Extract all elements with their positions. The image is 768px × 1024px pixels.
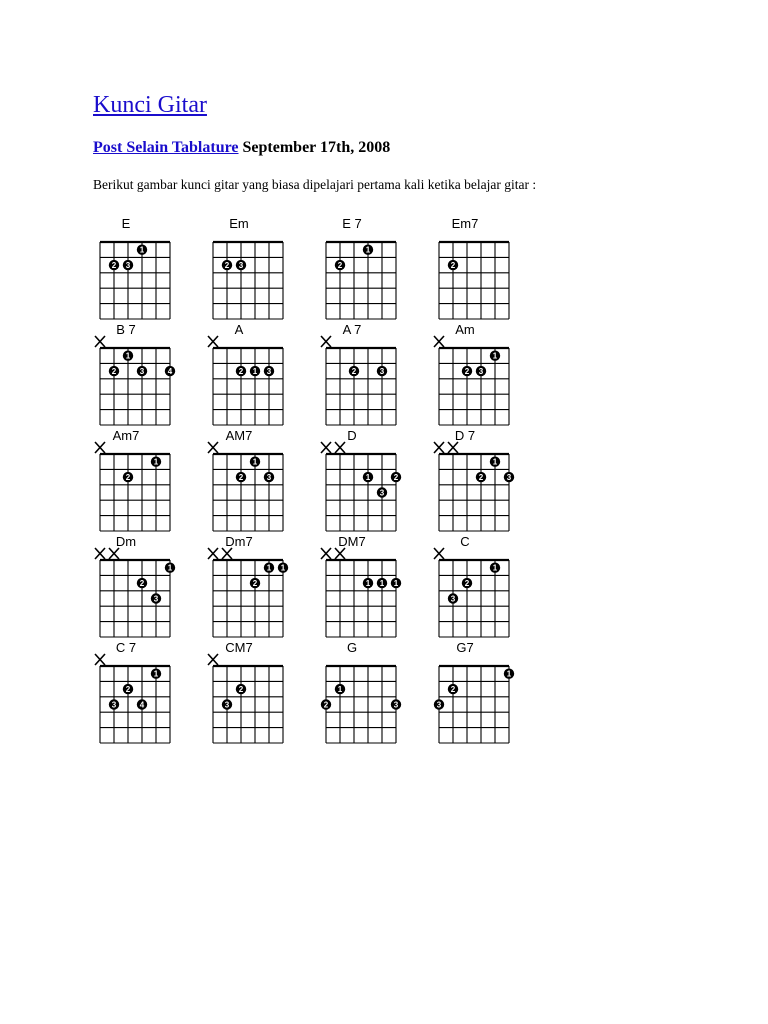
muted-string-x xyxy=(335,548,345,559)
finger-dot xyxy=(123,472,133,482)
finger-dot xyxy=(391,472,401,482)
finger-dot xyxy=(250,366,260,376)
finger-dot xyxy=(123,351,133,361)
finger-number: 3 xyxy=(436,700,442,710)
fretboard-grid xyxy=(213,348,283,425)
finger-dot xyxy=(137,699,147,709)
finger-number: 1 xyxy=(139,245,145,255)
finger-number: 1 xyxy=(153,457,159,467)
muted-string-x xyxy=(95,654,105,665)
post-intro: Berikut gambar kunci gitar yang biasa dipelajari pertama kali ketika belajar gitar : xyxy=(93,177,537,192)
muted-string-x xyxy=(95,336,105,347)
chord-name: C 7 xyxy=(115,640,137,655)
finger-number: 2 xyxy=(450,261,456,271)
finger-number: 1 xyxy=(492,563,498,573)
finger-number: 1 xyxy=(492,351,498,361)
chord-name: D 7 xyxy=(454,428,476,443)
chord-name: G7 xyxy=(456,640,474,655)
finger-dot xyxy=(363,472,373,482)
chord-name: Am xyxy=(455,322,475,337)
finger-number: 2 xyxy=(478,473,484,483)
finger-dot xyxy=(151,669,161,679)
chord-diagram xyxy=(434,534,509,637)
chord-name: Am7 xyxy=(112,428,140,443)
chord-name: E 7 xyxy=(342,216,362,231)
finger-number: 1 xyxy=(365,245,371,255)
fretboard-grid xyxy=(439,454,509,531)
finger-number: 1 xyxy=(337,685,343,695)
finger-dot xyxy=(335,260,345,270)
finger-number: 2 xyxy=(464,579,470,589)
chord-chart-image xyxy=(88,212,528,752)
finger-dot xyxy=(504,669,514,679)
finger-dot xyxy=(321,699,331,709)
muted-string-x xyxy=(434,336,444,347)
fretboard-grid xyxy=(213,560,283,637)
finger-number: 1 xyxy=(506,669,512,679)
finger-dot xyxy=(476,472,486,482)
chord-diagram xyxy=(321,322,396,425)
finger-dot xyxy=(462,366,472,376)
finger-dot xyxy=(222,699,232,709)
finger-number: 2 xyxy=(351,367,357,377)
finger-number: 4 xyxy=(167,367,173,377)
fretboard-grid xyxy=(326,348,396,425)
finger-number: 3 xyxy=(224,700,230,710)
finger-dot xyxy=(490,457,500,467)
muted-string-x xyxy=(95,442,105,453)
finger-number: 2 xyxy=(125,685,131,695)
finger-dot xyxy=(504,472,514,482)
finger-number: 2 xyxy=(238,473,244,483)
finger-dot xyxy=(490,351,500,361)
finger-dot xyxy=(250,578,260,588)
chord-diagram xyxy=(321,428,401,531)
finger-dot xyxy=(165,563,175,573)
chord-diagram xyxy=(213,216,283,319)
post-date: September 17th, 2008 xyxy=(242,139,391,156)
muted-string-x xyxy=(321,442,331,453)
finger-number: 3 xyxy=(450,594,456,604)
finger-number: 2 xyxy=(252,579,258,589)
finger-number: 2 xyxy=(450,685,456,695)
chord-name: C xyxy=(460,534,470,549)
finger-dot xyxy=(264,472,274,482)
muted-string-x xyxy=(434,548,444,559)
finger-dot xyxy=(137,366,147,376)
finger-number: 1 xyxy=(379,579,385,589)
finger-dot xyxy=(434,699,444,709)
chord-name: Dm7 xyxy=(225,534,253,549)
finger-number: 3 xyxy=(266,367,272,377)
chord-diagram xyxy=(208,428,283,531)
chord-diagram xyxy=(439,216,509,319)
chord-diagram xyxy=(95,322,175,425)
finger-number: 3 xyxy=(506,473,512,483)
finger-dot xyxy=(278,563,288,573)
finger-number: 1 xyxy=(365,579,371,589)
finger-number: 3 xyxy=(111,700,117,710)
finger-number: 3 xyxy=(379,488,385,498)
finger-number: 3 xyxy=(393,700,399,710)
finger-number: 1 xyxy=(153,669,159,679)
finger-dot xyxy=(137,245,147,255)
muted-string-x xyxy=(208,548,218,559)
fretboard-grid xyxy=(213,454,283,531)
finger-number: 4 xyxy=(139,700,145,710)
chord-diagram xyxy=(95,428,170,531)
finger-dot xyxy=(335,684,345,694)
finger-dot xyxy=(109,260,119,270)
fretboard-grid xyxy=(436,666,509,743)
fretboard-grid xyxy=(100,242,170,319)
muted-string-x xyxy=(321,548,331,559)
muted-string-x xyxy=(208,442,218,453)
chord-diagram xyxy=(434,428,514,531)
chord-diagram xyxy=(95,534,175,637)
finger-number: 3 xyxy=(153,594,159,604)
chord-name: Dm xyxy=(115,534,137,549)
finger-dot xyxy=(490,563,500,573)
chord-name: A 7 xyxy=(342,322,362,337)
finger-dot xyxy=(151,593,161,603)
finger-dot xyxy=(109,366,119,376)
chord-name: CM7 xyxy=(225,640,253,655)
finger-number: 2 xyxy=(125,473,131,483)
muted-string-x xyxy=(208,654,218,665)
finger-number: 2 xyxy=(464,367,470,377)
finger-dot xyxy=(250,457,260,467)
finger-number: 1 xyxy=(365,473,371,483)
chord-diagram xyxy=(100,216,170,319)
finger-number: 2 xyxy=(393,473,399,483)
finger-number: 1 xyxy=(393,579,399,589)
fretboard-grid xyxy=(100,454,170,531)
finger-number: 3 xyxy=(139,367,145,377)
chord-diagram xyxy=(208,534,288,637)
finger-number: 1 xyxy=(266,563,272,573)
finger-dot xyxy=(236,366,246,376)
finger-dot xyxy=(391,578,401,588)
muted-string-x xyxy=(109,548,119,559)
finger-dot xyxy=(222,260,232,270)
finger-dot xyxy=(391,699,401,709)
finger-number: 1 xyxy=(167,563,173,573)
chord-diagram xyxy=(208,322,283,425)
category-link[interactable]: Post Selain Tablature xyxy=(93,139,239,156)
chord-name: Em xyxy=(229,216,249,231)
chord-diagram xyxy=(208,640,283,743)
post-meta xyxy=(93,138,390,158)
finger-dot xyxy=(264,366,274,376)
chord-name: A xyxy=(234,322,244,337)
finger-number: 1 xyxy=(125,351,131,361)
chord-diagram xyxy=(95,640,170,743)
finger-dot xyxy=(137,578,147,588)
finger-number: 1 xyxy=(252,367,258,377)
finger-number: 2 xyxy=(238,367,244,377)
chord-name: E xyxy=(121,216,131,231)
chord-name: AM7 xyxy=(225,428,253,443)
finger-dot xyxy=(363,245,373,255)
chord-name: D xyxy=(347,428,357,443)
chord-name: DM7 xyxy=(338,534,366,549)
chord-name: Em7 xyxy=(451,216,479,231)
fretboard-grid xyxy=(213,242,283,319)
finger-dot xyxy=(264,563,274,573)
fretboard-grid xyxy=(439,348,509,425)
chord-diagram xyxy=(434,640,514,743)
finger-number: 3 xyxy=(238,261,244,271)
chord-name: G xyxy=(346,640,358,655)
finger-number: 1 xyxy=(252,457,258,467)
finger-dot xyxy=(377,487,387,497)
muted-string-x xyxy=(208,336,218,347)
finger-dot xyxy=(236,684,246,694)
finger-number: 2 xyxy=(111,261,117,271)
finger-dot xyxy=(236,260,246,270)
fretboard-grid xyxy=(323,666,396,743)
finger-dot xyxy=(236,472,246,482)
finger-number: 2 xyxy=(139,579,145,589)
finger-number: 2 xyxy=(337,261,343,271)
finger-dot xyxy=(448,260,458,270)
finger-dot xyxy=(109,699,119,709)
post-title-link[interactable]: Kunci Gitar xyxy=(93,92,207,118)
fretboard-grid xyxy=(100,348,170,425)
fretboard-grid xyxy=(439,242,509,319)
chord-diagram xyxy=(326,216,396,319)
finger-number: 2 xyxy=(238,685,244,695)
finger-number: 2 xyxy=(323,700,329,710)
muted-string-x xyxy=(335,442,345,453)
muted-string-x xyxy=(321,336,331,347)
finger-number: 3 xyxy=(266,473,272,483)
finger-dot xyxy=(448,593,458,603)
finger-dot xyxy=(151,457,161,467)
finger-number: 3 xyxy=(379,367,385,377)
muted-string-x xyxy=(222,548,232,559)
finger-dot xyxy=(165,366,175,376)
finger-number: 2 xyxy=(111,367,117,377)
finger-dot xyxy=(349,366,359,376)
finger-dot xyxy=(363,578,373,588)
finger-number: 1 xyxy=(492,457,498,467)
chord-diagram xyxy=(321,640,401,743)
finger-dot xyxy=(448,684,458,694)
fretboard-grid xyxy=(326,560,396,637)
muted-string-x xyxy=(434,442,444,453)
finger-number: 1 xyxy=(280,563,286,573)
fretboard-grid xyxy=(326,242,396,319)
finger-dot xyxy=(476,366,486,376)
chord-name: B 7 xyxy=(116,322,136,337)
muted-string-x xyxy=(448,442,458,453)
finger-number: 2 xyxy=(224,261,230,271)
finger-number: 3 xyxy=(478,367,484,377)
muted-string-x xyxy=(95,548,105,559)
finger-dot xyxy=(123,260,133,270)
finger-dot xyxy=(377,366,387,376)
finger-number: 3 xyxy=(125,261,131,271)
finger-dot xyxy=(462,578,472,588)
chord-diagram xyxy=(434,322,509,425)
finger-dot xyxy=(123,684,133,694)
finger-dot xyxy=(377,578,387,588)
chord-diagram xyxy=(321,534,401,637)
